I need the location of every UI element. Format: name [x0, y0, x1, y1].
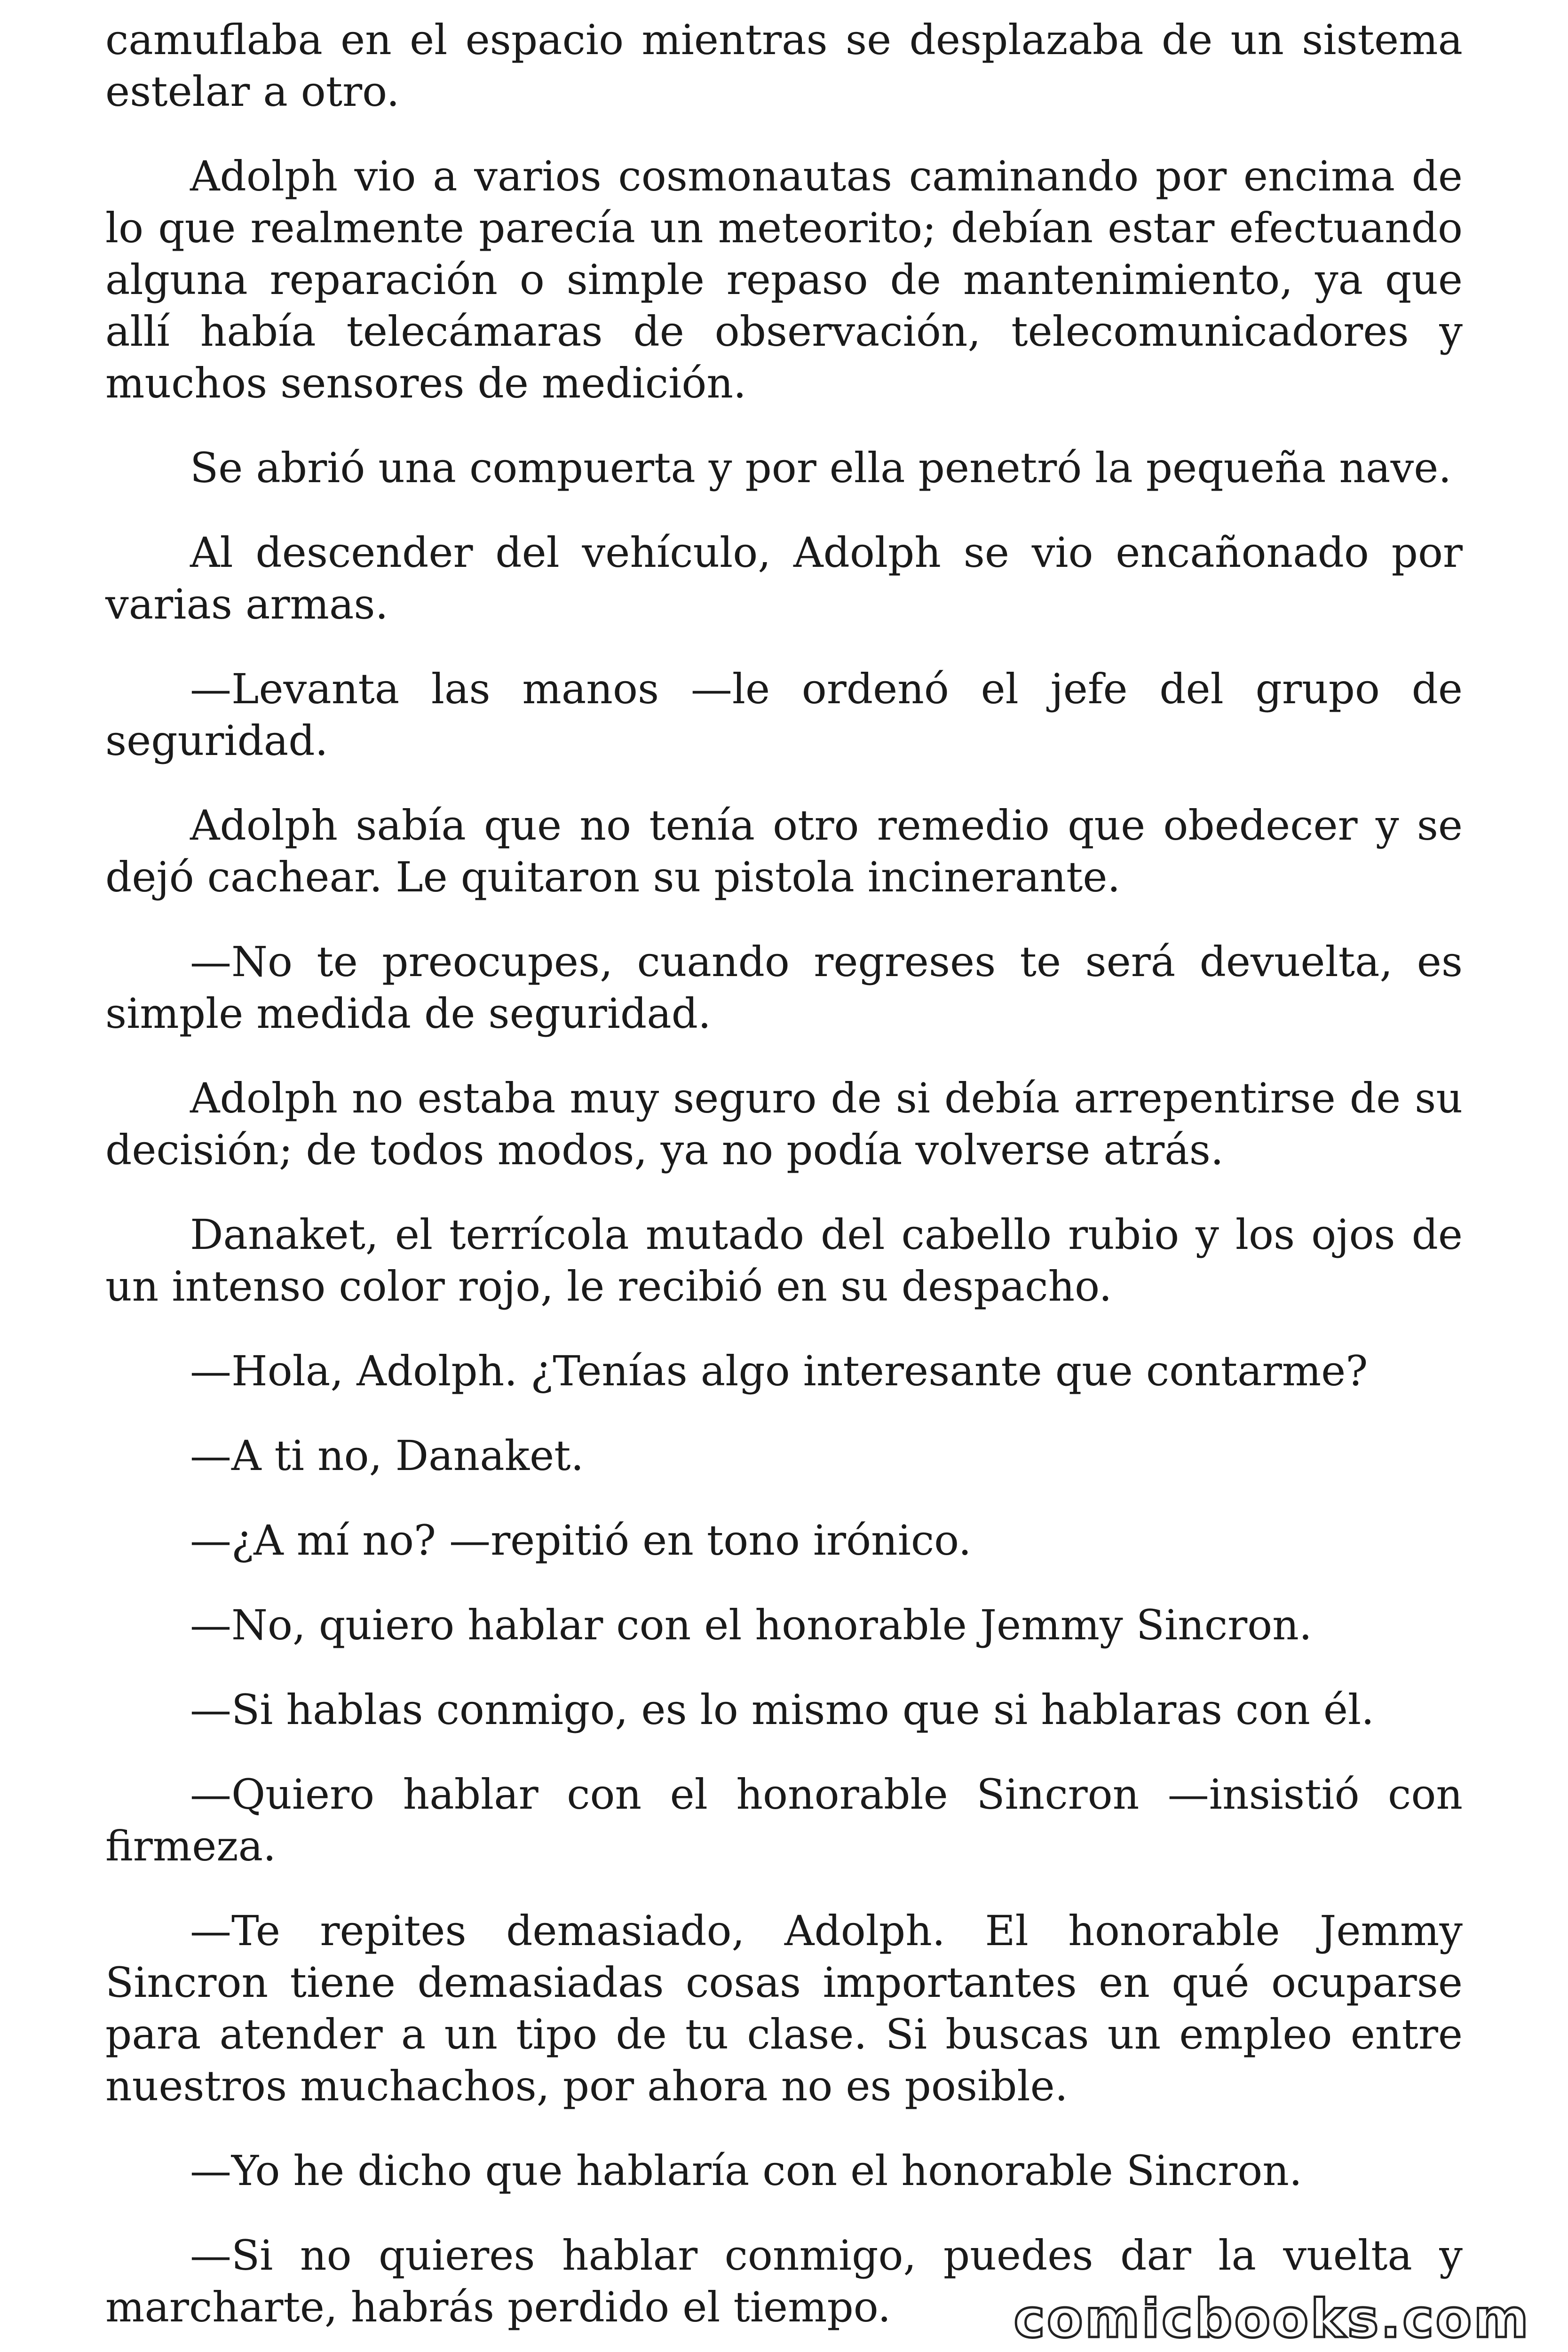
- paragraph-13: —No, quiero hablar con el honorable Jemmy Sincron.: [190, 1601, 1312, 1649]
- paragraph-18: —Si no quieres hablar conmigo, puedes dar la vuelta y marcharte, habrás perdido el tiempo.: [105, 2231, 1463, 2331]
- paragraph-15: —Quiero hablar con el honorable Sincron —insistió con firmeza.: [105, 1770, 1463, 1870]
- paragraph-4: Al descender del vehículo, Adolph se vio encañonado por varias armas.: [105, 528, 1463, 628]
- watermark: comicbooks.com: [1004, 2286, 1540, 2352]
- paragraph-1: camuflaba en el espacio mientras se desplazaba de un sistema estelar a otro.: [105, 16, 1463, 116]
- paragraph-7: —No te preocupes, cuando regreses te será devuelta, es simple medida de seguridad.: [105, 938, 1463, 1038]
- paragraph-14: —Si hablas conmigo, es lo mismo que si hablaras con él.: [190, 1685, 1375, 1734]
- paragraph-16: —Te repites demasiado, Adolph. El honorable Jemmy Sincron tiene demasiadas cosas importantes en qué ocuparse para atender a un tipo de tu clase. Si buscas un empleo entre nuestros muchachos, por ahora no es posible.: [105, 1907, 1463, 2110]
- paragraph-10: —Hola, Adolph. ¿Tenías algo interesante que contarme?: [190, 1347, 1368, 1395]
- paragraph-6: Adolph sabía que no tenía otro remedio que obedecer y se dejó cachear. Le quitaron su pistola incinerante.: [105, 801, 1463, 901]
- paragraph-17: —Yo he dicho que hablaría con el honorable Sincron.: [190, 2146, 1302, 2195]
- paragraph-8: Adolph no estaba muy seguro de si debía arrepentirse de su decisión; de todos modos, ya no podía volverse atrás.: [105, 1074, 1463, 1174]
- paragraph-12: —¿A mí no? —repitió en tono irónico.: [190, 1516, 972, 1565]
- book-page: [105, 14, 1463, 2352]
- paragraph-5: —Levanta las manos —le ordenó el jefe del grupo de seguridad.: [105, 665, 1463, 765]
- paragraph-11: —A ti no, Danaket.: [190, 1431, 584, 1480]
- paragraph-3: Se abrió una compuerta y por ella penetró la pequeña nave.: [190, 444, 1452, 492]
- paragraph-2: Adolph vio a varios cosmonautas caminando por encima de lo que realmente parecía un meteorito; debían estar efectuando alguna reparación o simple repaso de mantenimiento, ya que allí había telecámaras de observación, telecomunicadores y muchos sensores de medición.: [105, 152, 1463, 407]
- paragraph-9: Danaket, el terrícola mutado del cabello rubio y los ojos de un intenso color rojo, le recibió en su despacho.: [105, 1210, 1463, 1311]
